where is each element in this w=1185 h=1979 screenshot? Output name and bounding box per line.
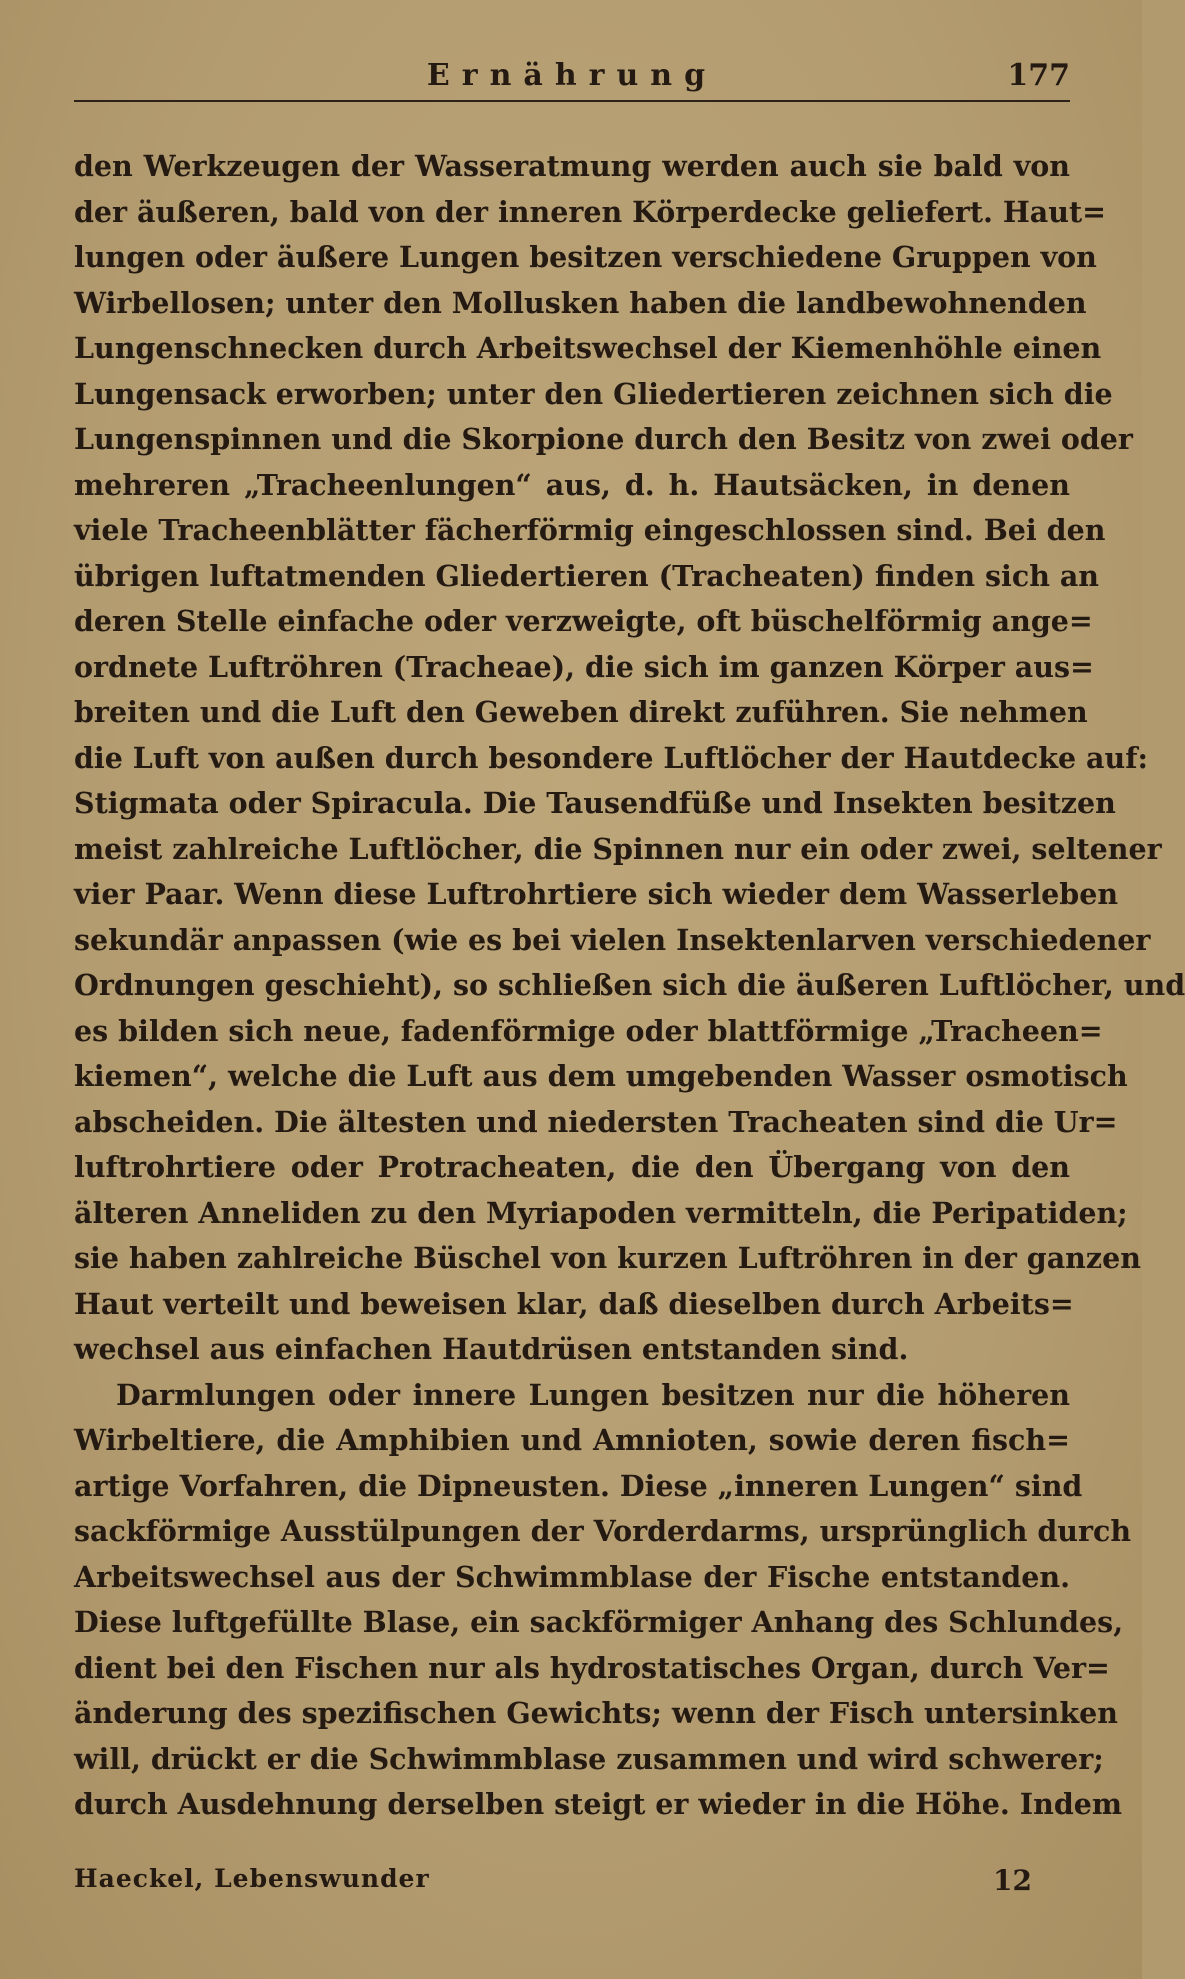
text-line: deren Stelle einfache oder verzweigte, oft büschelförmig ange= [74,604,1093,638]
page-number: 177 [1007,58,1070,93]
text-line: Lungenschnecken durch Arbeitswechsel der Kiemenhöhle einen [74,331,1102,365]
text-line: vier Paar. Wenn diese Luftrohrtiere sich wieder dem Wasserleben [74,877,1119,911]
signature-mark: Haeckel, Lebenswunder [74,1864,430,1893]
running-header [74,58,1070,102]
text-line: sackförmige Ausstülpungen der Vorderdarms, ursprünglich durch [74,1514,1132,1548]
text-line: Lungenspinnen und die Skorpione durch den Besitz von zwei oder [74,422,1133,456]
text-line: viele Tracheenblätter fächerförmig eingeschlossen sind. Bei den [74,513,1106,547]
text-line: ordnete Luftröhren (Tracheae), die sich im ganzen Körper aus= [74,649,1094,684]
text-line: Lungensack erworben; unter den Gliedertieren zeichnen sich die [74,376,1113,411]
text-line: Arbeitswechsel aus der Schwimmblase der Fische entstanden. [74,1559,1070,1594]
text-line: Haut verteilt und beweisen klar, daß dieselben durch Arbeits= [74,1286,1074,1321]
text-line: den Werkzeugen der Wasseratmung werden auch sie bald von [74,149,1070,183]
text-line: Wirbellosen; unter den Mollusken haben die landbewohnenden [74,285,1087,320]
text-line: kiemen“, welche die Luft aus dem umgebenden Wasser osmotisch [74,1059,1128,1093]
body-text [74,144,1185,1828]
sheet-number: 12 [993,1864,1032,1897]
text-line: änderung des spezifischen Gewichts; wenn der Fisch untersinken [74,1696,1118,1730]
text-line: lungen oder äußere Lungen besitzen verschiedene Gruppen von [74,240,1097,274]
text-line: Wirbeltiere, die Amphibien und Amnioten, sowie deren fisch= [74,1423,1070,1457]
text-line: meist zahlreiche Luftlöcher, die Spinnen nur ein oder zwei, seltener [74,831,1162,866]
text-line: mehreren „Tracheenlungen“ aus, d. h. Hautsäcken, in denen [74,467,1070,502]
text-line: luftrohrtiere oder Protracheaten, die den Übergang von den [74,1150,1070,1184]
text-line: artige Vorfahren, die Dipneusten. Diese „inneren Lungen“ sind [74,1468,1083,1503]
text-line: Stigmata oder Spiracula. Die Tausendfüße und Insekten besitzen [74,786,1116,820]
text-line: will, drückt er die Schwimmblase zusammen und wird schwerer; [74,1741,1104,1776]
text-line: es bilden sich neue, fadenförmige oder blattförmige „Tracheen= [74,1013,1103,1048]
text-line: älteren Anneliden zu den Myriapoden vermitteln, die Peripatiden; [74,1195,1128,1230]
text-line: Ordnungen geschieht), so schließen sich die äußeren Luftlöcher, und [74,968,1185,1002]
text-line: breiten und die Luft den Geweben direkt zuführen. Sie nehmen [74,695,1088,729]
text-line: sie haben zahlreiche Büschel von kurzen Luftröhren in der ganzen [74,1241,1141,1275]
running-title: Ernährung [426,58,718,93]
paragraph-start-line: Darmlungen oder innere Lungen besitzen nur die höheren [116,1377,1070,1412]
text-line: übrigen luftatmenden Gliedertieren (Tracheaten) finden sich an [74,558,1100,593]
paragraph-end-line: wechsel aus einfachen Hautdrüsen entstanden sind. [74,1332,909,1366]
text-line: durch Ausdehnung derselben steigt er wieder in die Höhe. Indem [74,1787,1123,1821]
page-footer [74,1864,1070,1904]
text-line: die Luft von außen durch besondere Luftlöcher der Hautdecke auf: [74,740,1148,775]
text-line: abscheiden. Die ältesten und niedersten Tracheaten sind die Ur= [74,1104,1118,1139]
header-rule [74,100,1070,102]
text-line: Diese luftgefüllte Blase, ein sackförmiger Anhang des Schlundes, [74,1605,1124,1639]
text-line: der äußeren, bald von der inneren Körperdecke geliefert. Haut= [74,194,1107,229]
text-line: sekundär anpassen (wie es bei vielen Insektenlarven verschiedener [74,922,1151,957]
text-line: dient bei den Fischen nur als hydrostatisches Organ, durch Ver= [74,1650,1110,1685]
